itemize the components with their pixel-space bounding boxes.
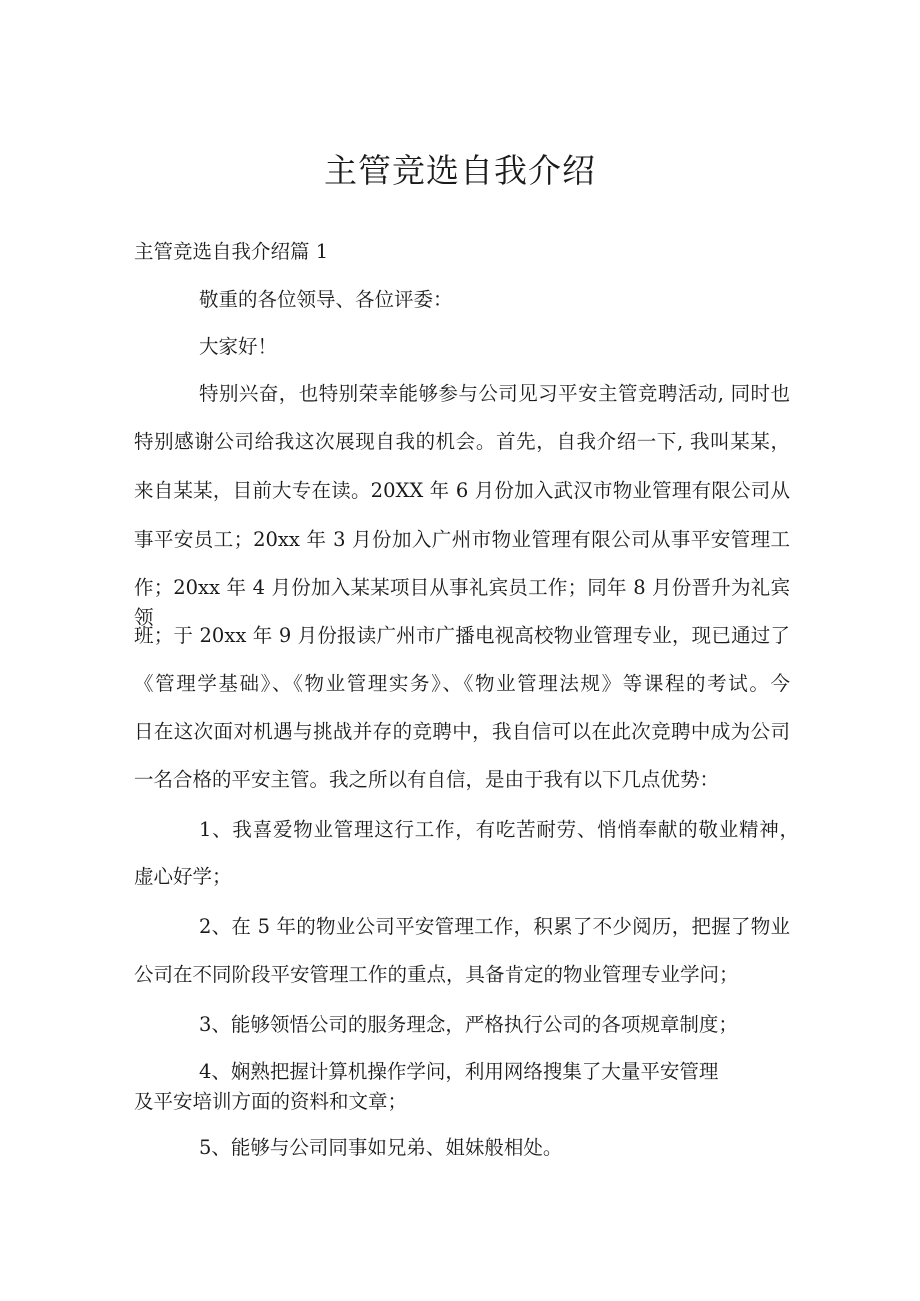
paragraph-line: 日在这次面对机遇与挑战并存的竞聘中，我自信可以在此次竞聘中成为公司 [134, 720, 790, 743]
paragraph-line: 《管理学基础》、《物业管理实务》、《物业管理法规》等课程的考试。今 [134, 672, 790, 695]
paragraph-line: 来自某某，目前大专在读。20XX 年 6 月份加入武汉市物业管理有限公司从 [134, 479, 790, 502]
list-item-line: 3、能够领悟公司的服务理念，严格执行公司的各项规章制度； [199, 1013, 738, 1036]
list-item-line: 4、娴熟把握计算机操作学问，利用网络搜集了大量平安管理 [199, 1060, 719, 1083]
hello-line: 大家好！ [199, 335, 278, 358]
list-item-line: 1、我喜爱物业管理这行工作，有吃苦耐劳、悄悄奉献的敬业精神， [199, 818, 799, 841]
paragraph-line: 作；20xx 年 4 月份加入某某项目从事礼宾员工作；同年 8 月份晋升为礼宾领 [134, 576, 790, 629]
paragraph-line: 特别兴奋，也特别荣幸能够参与公司见习平安主管竞聘活动, 同时也 [199, 382, 790, 405]
paragraph-line: 班；于 20xx 年 9 月份报读广州市广播电视高校物业管理专业，现已通过了 [134, 624, 790, 647]
section-heading: 主管竞选自我介绍篇 1 [134, 240, 329, 263]
list-item-line: 2、在 5 年的物业公司平安管理工作，积累了不少阅历，把握了物业 [199, 915, 790, 938]
list-item-line: 及平安培训方面的资料和文章； [134, 1090, 408, 1113]
greeting-line: 敬重的各位领导、各位评委： [199, 288, 453, 311]
document-title: 主管竞选自我介绍 [324, 151, 596, 190]
paragraph-line: 事平安员工；20xx 年 3 月份加入广州市物业管理有限公司从事平安管理工 [134, 528, 790, 551]
list-item-line: 5、能够与公司同事如兄弟、姐妹般相处。 [199, 1136, 563, 1159]
paragraph-line: 一名合格的平安主管。我之所以有自信，是由于我有以下几点优势： [134, 768, 720, 791]
list-item-line: 公司在不同阶段平安管理工作的重点，具备肯定的物业管理专业学问； [134, 963, 739, 986]
list-item-line: 虚心好学； [134, 865, 232, 888]
paragraph-line: 特别感谢公司给我这次展现自我的机会。首先，自我介绍一下, 我叫某某， [134, 430, 790, 453]
